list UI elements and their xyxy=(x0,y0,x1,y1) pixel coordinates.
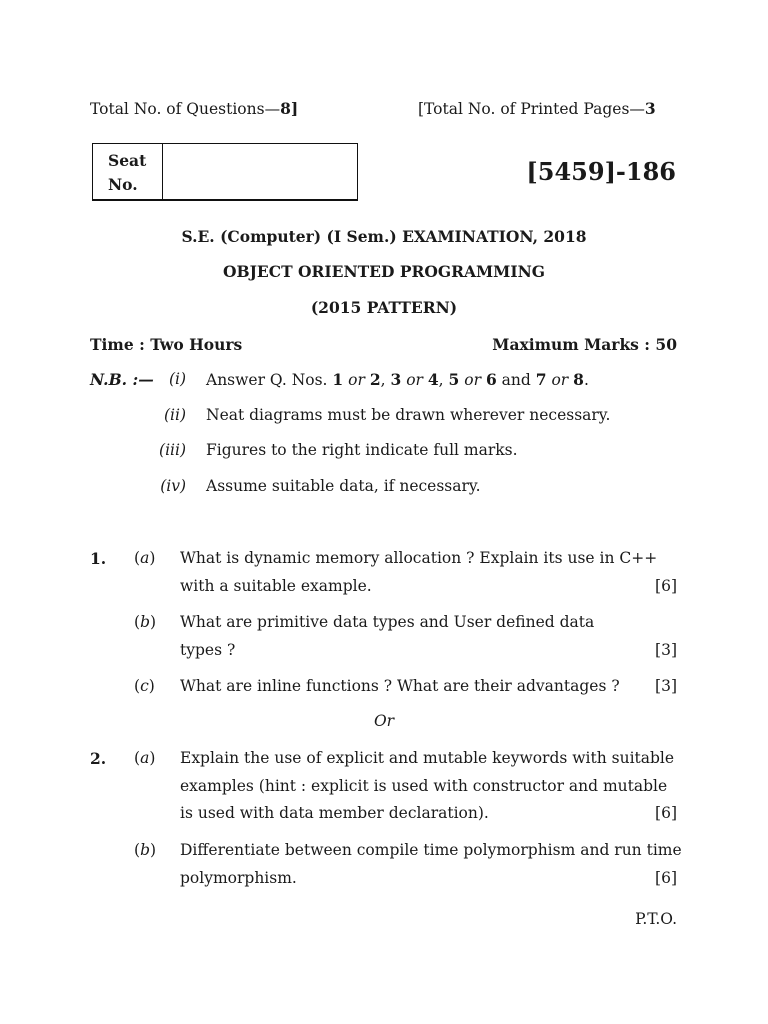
nb-item-number: (iii) xyxy=(159,441,186,459)
seat-number-label: Seat No. xyxy=(108,151,147,194)
question-text-line: What is dynamic memory allocation ? Explain its use in C++ xyxy=(180,549,658,567)
printed-pages-value: 3 xyxy=(644,99,656,118)
question-text-line: examples (hint : explicit is used with constructor and mutable xyxy=(180,777,668,795)
pto-label: P.T.O. xyxy=(635,910,677,928)
question-text-line: is used with data member declaration). xyxy=(180,804,489,822)
question-part-label: (a) xyxy=(134,549,156,567)
question-number: 2. xyxy=(90,749,107,768)
nb-item-text: Figures to the right indicate full marks. xyxy=(206,441,518,459)
question-text-line: Differentiate between compile time polymorphism and run time xyxy=(180,841,682,859)
total-questions-value: 8] xyxy=(280,99,299,118)
seat-number-box[interactable] xyxy=(92,143,358,201)
printed-pages-line xyxy=(418,99,656,118)
nb-item-text: Neat diagrams must be drawn wherever necessary. xyxy=(206,406,611,424)
marks-label: [6] xyxy=(655,577,677,595)
subject-title: OBJECT ORIENTED PROGRAMMING xyxy=(223,262,545,281)
marks-label: [6] xyxy=(655,804,677,822)
nb-item-number: (i) xyxy=(168,370,186,388)
total-questions-line xyxy=(90,99,298,118)
nb-item-text: Answer Q. Nos. 1 or 2, 3 or 4, 5 or 6 and 7 or 8. xyxy=(206,370,589,389)
nb-label: N.B. :— xyxy=(90,370,154,389)
question-part-label: (c) xyxy=(134,677,155,695)
marks-label: [3] xyxy=(655,677,677,695)
question-part-label: (a) xyxy=(134,749,156,767)
question-part-label: (b) xyxy=(134,841,157,859)
seat-box-divider xyxy=(162,144,163,199)
or-separator: Or xyxy=(373,712,395,730)
marks-label: [6] xyxy=(655,869,677,887)
nb-item-number: (ii) xyxy=(163,406,186,424)
question-text-line: polymorphism. xyxy=(180,869,297,887)
pattern-title: (2015 PATTERN) xyxy=(310,298,458,317)
question-text-line: Explain the use of explicit and mutable keywords with suitable xyxy=(180,749,675,767)
exam-title: S.E. (Computer) (I Sem.) EXAMINATION, 2018 xyxy=(181,227,587,246)
marks-label: [3] xyxy=(655,641,677,659)
question-text-line: with a suitable example. xyxy=(180,577,372,595)
nb-item-text: Assume suitable data, if necessary. xyxy=(206,477,481,495)
nb-item-number: (iv) xyxy=(160,477,186,495)
question-text-line: types ? xyxy=(180,641,236,659)
question-text-line: What are primitive data types and User defined data xyxy=(180,613,595,631)
question-part-label: (b) xyxy=(134,613,157,631)
question-number: 1. xyxy=(90,549,107,568)
total-questions-label: Total No. of Questions— xyxy=(90,100,281,118)
question-text-line: What are inline functions ? What are their advantages ? xyxy=(180,677,620,695)
time-label: Time : Two Hours xyxy=(90,335,243,354)
printed-pages-label: [Total No. of Printed Pages— xyxy=(418,100,645,118)
max-marks-label: Maximum Marks : 50 xyxy=(492,335,677,354)
paper-code: [5459]-186 xyxy=(526,157,676,186)
